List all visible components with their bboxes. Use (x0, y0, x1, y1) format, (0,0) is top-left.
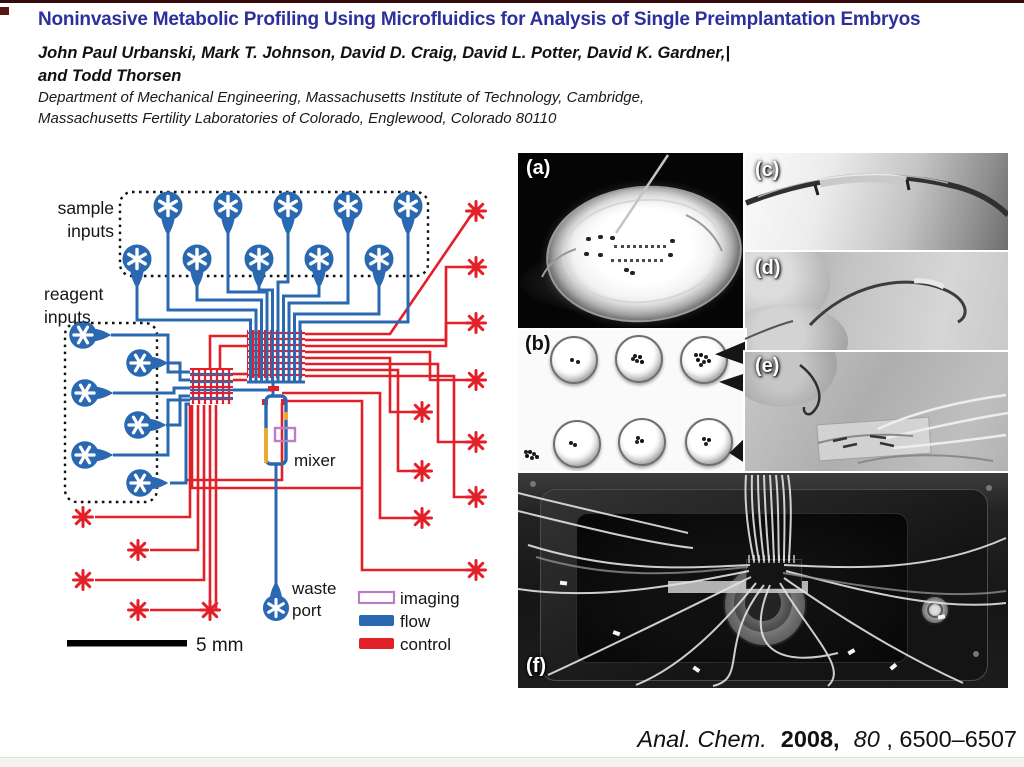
scale-bar-label: 5 mm (196, 635, 244, 656)
reagent-inputs-label-1: reagent (44, 284, 104, 304)
legend-flow-swatch (359, 615, 394, 626)
citation (637, 726, 1017, 753)
sample-inputs-label-2: inputs (67, 221, 114, 241)
photo-panel-d (745, 252, 1008, 352)
media-droplet (680, 336, 728, 384)
embryo-cluster (524, 450, 528, 454)
citation-pages: , 6500–6507 (886, 726, 1017, 752)
sample-inputs-label-1: sample (57, 198, 114, 218)
photo-panel-c (745, 153, 1008, 252)
affiliation (38, 88, 738, 129)
panel-label-d: (d) (755, 257, 781, 279)
media-droplet (615, 335, 663, 383)
media-droplet (550, 336, 598, 384)
chip-row-dots (614, 245, 666, 248)
tube-pins (748, 555, 798, 563)
panel-label-e: (e) (755, 355, 780, 377)
author-list (38, 42, 798, 87)
legend (359, 589, 460, 654)
affiliation-line-2: Massachusetts Fertility Laboratories of Colorado, Englewood, Colorado 80110 (38, 109, 557, 127)
media-droplet (618, 418, 666, 466)
affiliation-line-1: Department of Mechanical Engineering, Massachusetts Institute of Technology, Cambridge, (38, 89, 645, 106)
legend-flow-label: flow (400, 612, 431, 631)
paper-title: Noninvasive Metabolic Profiling Using Microfluidics for Analysis of Single Preimplantation Embryos (38, 9, 921, 30)
pdms-chip (746, 559, 802, 589)
legend-imaging-swatch (359, 592, 394, 603)
waste-port-icon (263, 581, 289, 621)
citation-volume: 80 (853, 726, 880, 752)
photo-panel-a (518, 153, 745, 330)
author-line-1: John Paul Urbanski, Mark T. Johnson, David D. Craig, David L. Potter, David K. Gardner,| (38, 44, 730, 62)
photo-panel-e (745, 352, 1008, 473)
tweezer-tip (719, 372, 745, 394)
chip-row-dots (611, 259, 663, 262)
finger (745, 304, 848, 352)
waste-port-label-2: port (292, 601, 322, 620)
photo-panel-b (518, 330, 745, 473)
legend-control-label: control (400, 635, 452, 654)
mixer-label: mixer (294, 451, 336, 470)
panel-label-c: (c) (755, 159, 780, 181)
corner-mark (0, 7, 9, 15)
legend-control-swatch (359, 638, 394, 649)
chip-schematic (40, 150, 510, 690)
media-droplet (553, 420, 601, 468)
reagent-inputs-label-2: inputs (44, 307, 91, 327)
panel-label-b: (b) (525, 333, 551, 355)
legend-imaging-label: imaging (400, 589, 460, 608)
media-droplet (685, 418, 733, 466)
photo-panel-f (518, 473, 1008, 688)
photo-montage (518, 153, 1008, 688)
stage-knob (920, 595, 950, 625)
scale-bar (67, 640, 187, 647)
reagent-input-ports (69, 321, 168, 497)
panel-label-a: (a) (526, 157, 551, 179)
panel-label-f: (f) (526, 655, 546, 677)
top-border-bar (0, 0, 1024, 3)
waste-port-label-1: waste (292, 579, 337, 598)
citation-year: 2008, (780, 726, 840, 752)
bottom-strip (0, 757, 1024, 767)
citation-journal: Anal. Chem. (637, 726, 767, 752)
author-line-2: and Todd Thorsen (38, 66, 182, 85)
